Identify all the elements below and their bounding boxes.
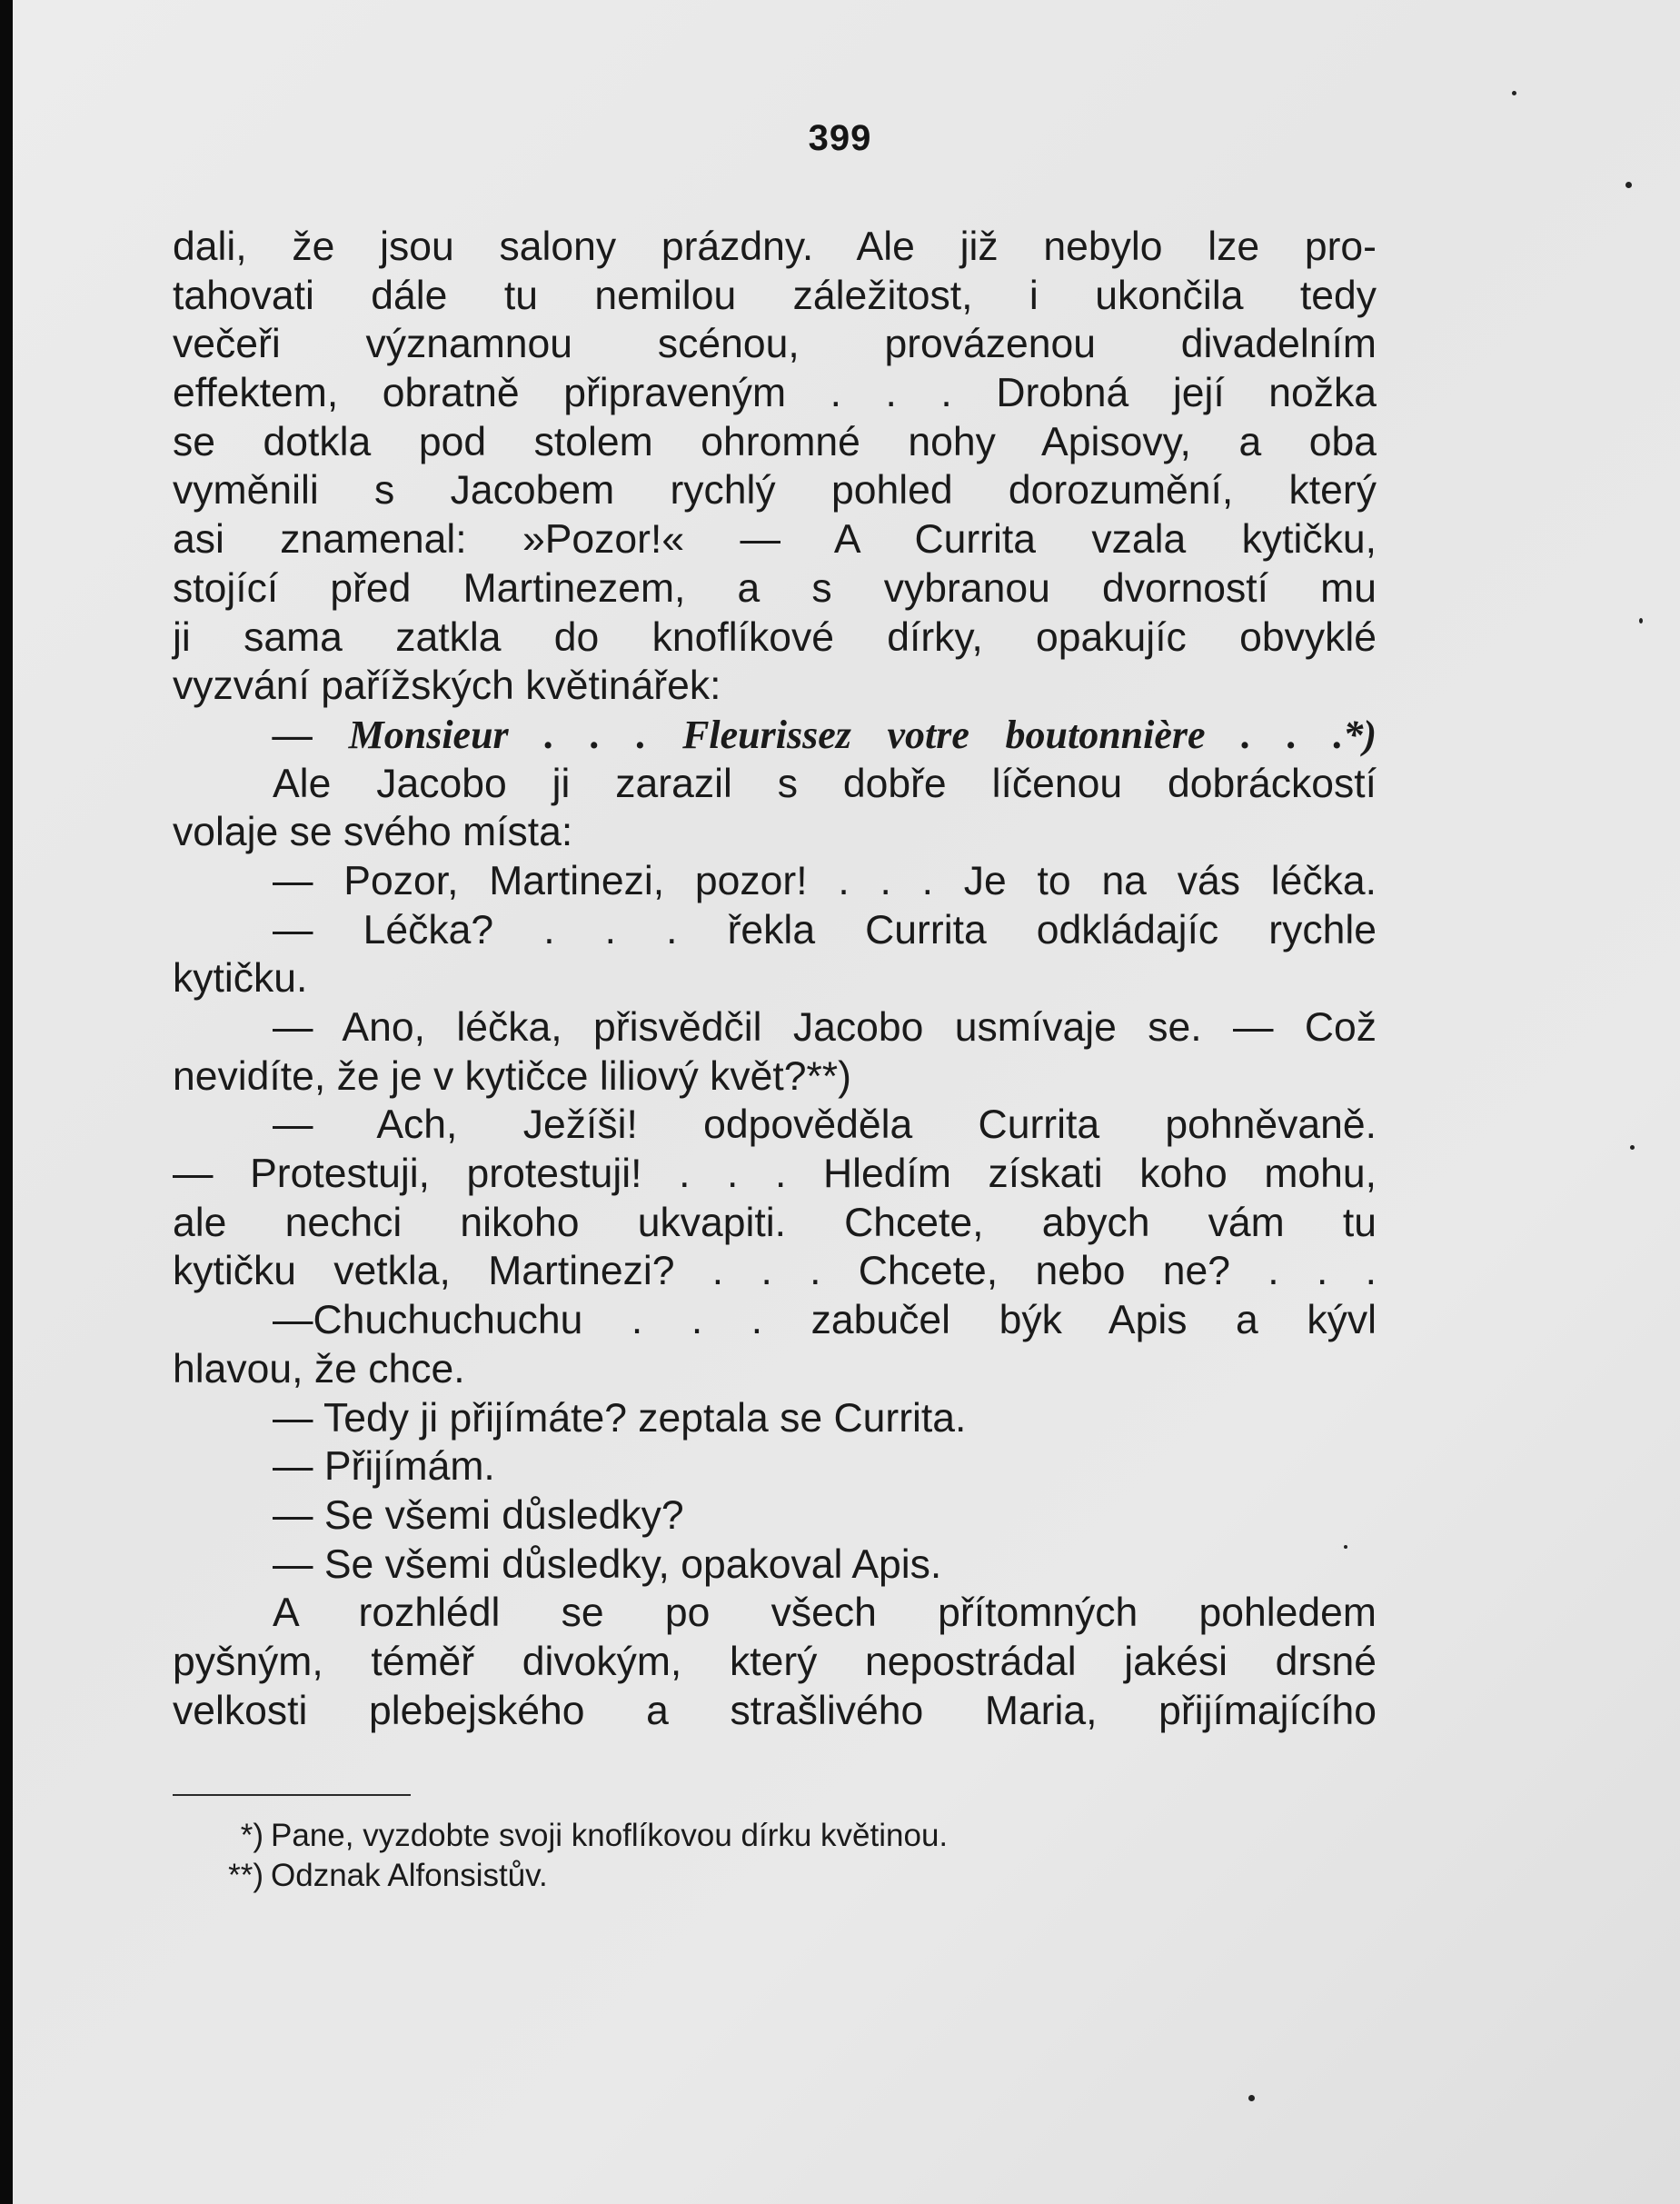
- text-line: večeři významnou scénou, provázenou divadelním: [173, 322, 1377, 367]
- text-line: — Tedy ji přijímáte? zeptala se Currita.: [273, 1395, 967, 1441]
- text-line: effektem, obratně připraveným . . . Drobná její nožka: [173, 371, 1377, 416]
- text-line: — Léčka? . . . řekla Currita odkládajíc rychle: [273, 907, 1377, 952]
- text-line: volaje se svého místa:: [173, 810, 573, 855]
- text-line: — Ano, léčka, přisvědčil Jacobo usmívaje se. — Což: [273, 1005, 1377, 1050]
- footnote-text: Odznak Alfonsistův.: [271, 1858, 548, 1893]
- text-line: vyzvání pařížských květinářek:: [173, 663, 721, 709]
- text-line-italic: — Monsieur . . . Fleurissez votre boutonnière . . .*): [273, 712, 1377, 757]
- footnote-mark: **): [228, 1858, 263, 1893]
- text-line: — Pozor, Martinezi, pozor! . . . Je to na vás léčka.: [273, 858, 1377, 903]
- print-speck: [1625, 182, 1632, 188]
- print-speck: [1512, 91, 1516, 95]
- text-line: stojící před Martinezem, a s vybranou dvorností mu: [173, 565, 1377, 611]
- footnote: [173, 1856, 1263, 1896]
- print-speck: [1248, 2095, 1255, 2101]
- text-line: ji sama zatkla do knoflíkové dírky, opakujíc obvyklé: [173, 614, 1377, 660]
- text-line: — Protestuji, protestuji! . . . Hledím získati koho mohu,: [173, 1152, 1377, 1197]
- page-number: 399: [808, 118, 872, 158]
- text-line: pyšným, téměř divokým, který nepostrádal jakési drsné: [173, 1639, 1377, 1684]
- text-line: —Chuchuchuchu . . . zabučel býk Apis a kývl: [273, 1298, 1377, 1343]
- footnote-divider: [173, 1794, 411, 1796]
- text-line: hlavou, že chce.: [173, 1346, 465, 1391]
- text-line: asi znamenal: »Pozor!« — A Currita vzala kytičku,: [173, 517, 1377, 563]
- footnote-mark: *): [240, 1818, 263, 1853]
- text-line: — Se všemi důsledky, opakoval Apis.: [273, 1541, 942, 1587]
- scan-left-edge: [0, 0, 13, 2204]
- text-line: tahovati dále tu nemilou záležitost, i ukončila tedy: [173, 273, 1377, 318]
- text-line: — Ach, Ježíši! odpověděla Currita pohněvaně.: [273, 1102, 1377, 1148]
- print-speck: [1639, 618, 1643, 623]
- text-line: kytičku.: [173, 956, 308, 1002]
- print-speck: [1630, 1145, 1635, 1150]
- body-text: [173, 223, 1377, 1735]
- text-line: A rozhlédl se po všech přítomných pohledem: [273, 1591, 1377, 1636]
- text-line: velkosti plebejského a strašlivého Maria, přijímajícího: [173, 1688, 1377, 1733]
- footnote-text: Pane, vyzdobte svoji knoflíkovou dírku květinou.: [271, 1818, 949, 1853]
- text-line: dali, že jsou salony prázdny. Ale již nebylo lze pro-: [173, 224, 1377, 269]
- footnotes: [173, 1816, 1263, 1896]
- text-line: ale nechci nikoho ukvapiti. Chcete, abych vám tu: [173, 1200, 1377, 1245]
- text-line: nevidíte, že je v kytičce liliový květ?**): [173, 1053, 851, 1099]
- text-line: se dotkla pod stolem ohromné nohy Apisovy, a oba: [173, 419, 1377, 464]
- text-line: Ale Jacobo ji zarazil s dobře líčenou dobráckostí: [273, 761, 1377, 806]
- text-line: vyměnili s Jacobem rychlý pohled dorozumění, který: [173, 468, 1377, 514]
- text-line: — Se všemi důsledky?: [273, 1492, 684, 1538]
- text-line: — Přijímám.: [273, 1444, 495, 1490]
- footnote: [173, 1816, 1263, 1856]
- text-line: kytičku vetkla, Martinezi? . . . Chcete, nebo ne? . . .: [173, 1249, 1377, 1294]
